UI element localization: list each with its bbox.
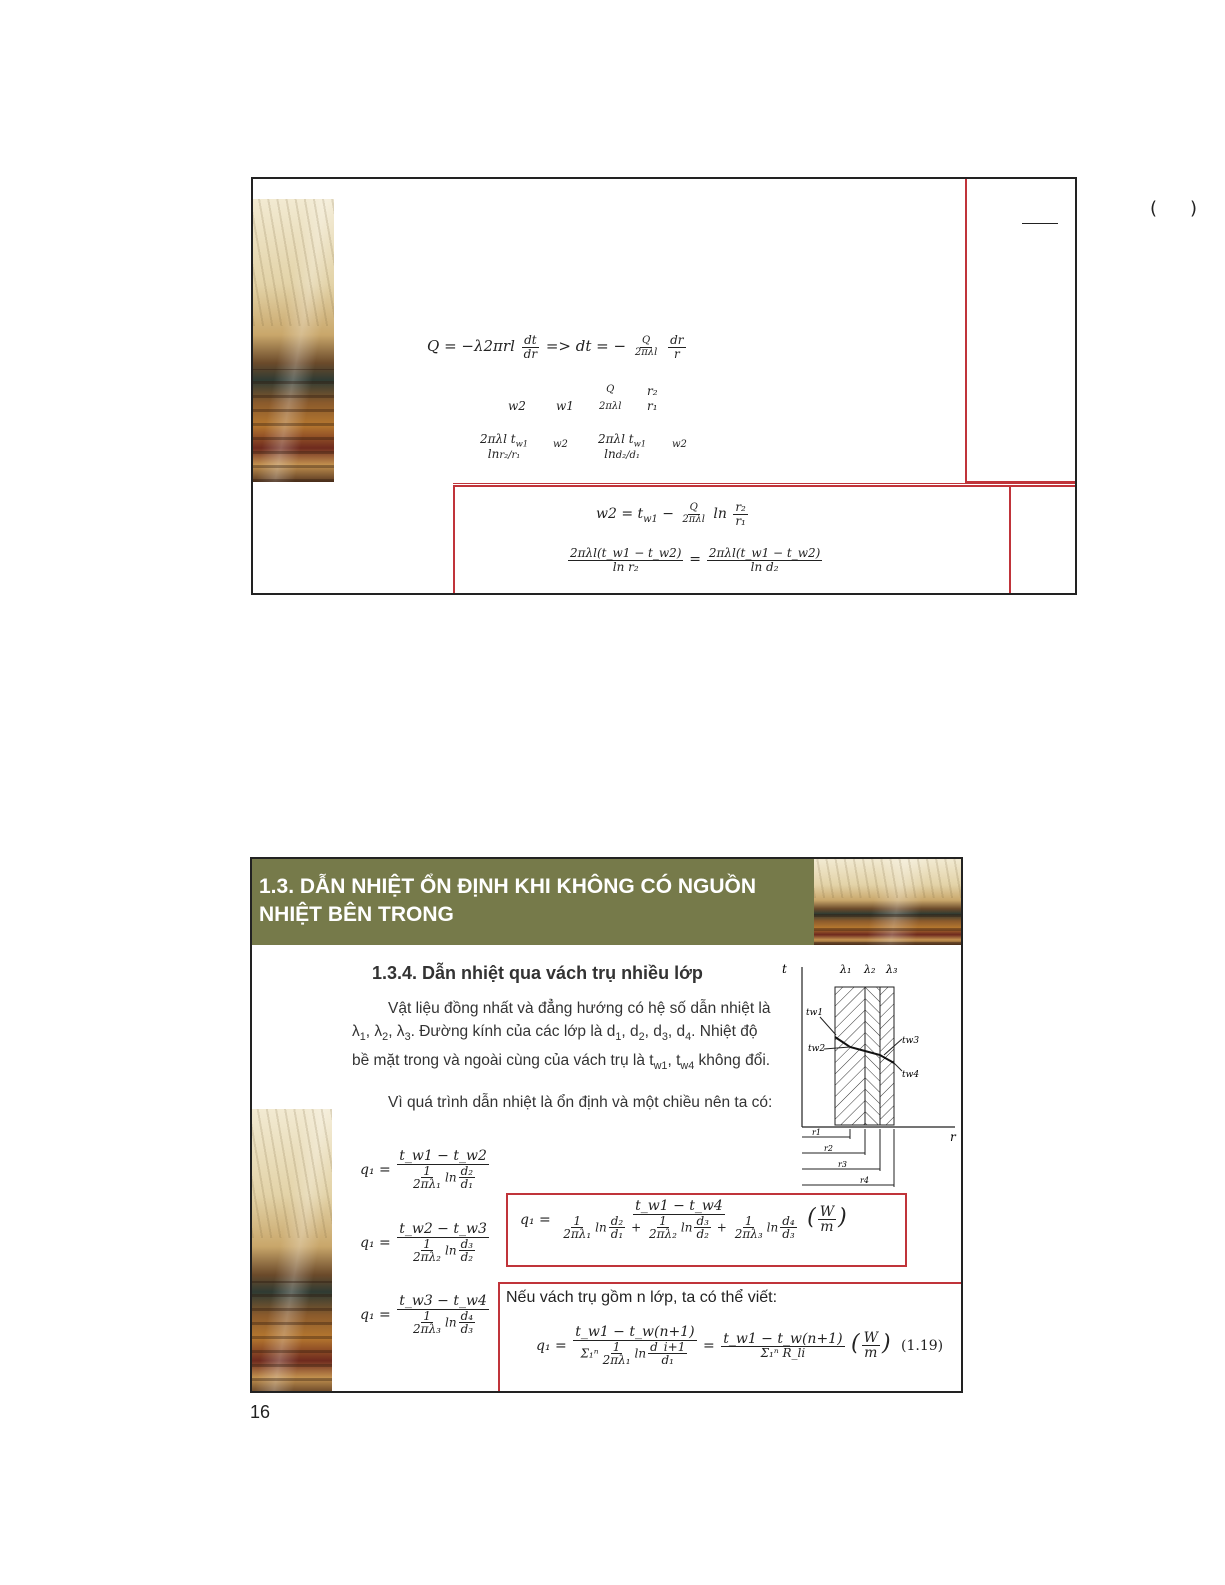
fig-lambda-3: λ₃ <box>886 963 898 976</box>
fig-axis-r: r <box>950 1130 956 1144</box>
red-box-top-line <box>453 483 1077 484</box>
row2-w1: w1 <box>556 399 574 413</box>
row2-q-frac: Q 2πλl <box>599 384 622 412</box>
q1-equation-layer-3: q₁ = t_w3 − t_w4 $\frac{1}{\text{2πλ₃}}$ ln $\frac{\text{d₄}}{\text{d₃}}$ <box>360 1293 487 1337</box>
multilayer-cylinder-figure <box>780 959 960 1194</box>
fig-lambda-1: λ₁ <box>840 963 852 976</box>
box-equation-equality: $\frac{\text{2πλl(t\_w1 − t\_w2)}}{\text{ln r₂}}$ = $\frac{\text{2πλl(t\_w1 − t\_w2)}}{\text{ln d₂}}$ <box>570 546 821 574</box>
n-layer-equation: q₁ = t_w1 − t_w(n+1) Σ₁ⁿ $\frac{1}{\text{2πλ₁}}$ ln $\frac{d\_i+1}{\text{d₁}}$ = $\frac{t\_w1 - t\_w(n+1)}{\text{Σ₁ⁿ R\_li}}$ ( $\frac{W}{m}$ ) (1.19) <box>536 1324 944 1368</box>
fig-r1: r1 <box>812 1128 821 1137</box>
slide-title: 1.3. DẪN NHIỆT ỔN ĐỊNH KHI KHÔNG CÓ NGUỒN NHIỆT BÊN TRONG <box>259 875 757 926</box>
row3-frac-a: 2πλl $t_{w1}$ lnr₂/r₁ <box>480 432 529 462</box>
paren-close: ) <box>1190 198 1198 219</box>
book-image <box>253 199 334 482</box>
slide-2 <box>250 857 963 1393</box>
side-book-image <box>252 1109 332 1393</box>
red-box-divider <box>1009 485 1011 595</box>
slide-1 <box>251 177 1077 595</box>
row3-b-w2: w2 <box>672 439 687 450</box>
fig-axis-t: t <box>782 962 787 976</box>
row3-frac-b: 2πλl $t_{w1}$ lnd₂/d₁ <box>598 432 647 462</box>
row2-w2: w2 <box>508 399 526 413</box>
paragraph-materials: Vật liệu đồng nhất và đẳng hướng có hệ số dẫn nhiệt là $\lambda_1$, $\lambda_2$, $\lambda_3$. Đường kính của các lớp là $d_1$, $d_2$, $d_3$, $d_4$. Nhiệt độ bề mặt trong và ngoài cùng của vách trụ là $t_{w1}$, $t_{w4}$ không đổi. <box>352 1000 771 1073</box>
fraction-line-decor <box>1022 223 1058 224</box>
paragraph-steady: Vì quá trình dẫn nhiệt là ổn định và một chiều nên ta có: <box>388 1094 773 1111</box>
fig-lambda-2: λ₂ <box>864 963 876 976</box>
red-box-right <box>965 177 1077 483</box>
q1-equation-layer-2: q₁ = t_w2 − t_w3 $\frac{1}{\text{2πλ₂}}$ ln $\frac{\text{d₃}}{\text{d₂}}$ <box>360 1221 487 1265</box>
fig-r4: r4 <box>860 1176 869 1185</box>
fig-r2: r2 <box>824 1144 833 1153</box>
slide-title-bar <box>252 859 961 945</box>
page-number: 16 <box>250 1402 271 1422</box>
row2-r-frac: r₂ r₁ <box>647 384 658 413</box>
fig-r3: r3 <box>838 1160 847 1169</box>
title-book-image <box>814 859 963 945</box>
equation-q-gradient: Q = −λ2πrl $\frac{dt}{dr}$ => dt = − $\frac{Q}{\text{2πλl}}$ $\frac{dr}{r}$ <box>427 333 684 361</box>
row3-a-w2: w2 <box>553 439 568 450</box>
fig-tw2: tw2 <box>808 1044 826 1054</box>
fig-tw4: tw4 <box>902 1070 920 1080</box>
section-subheading: 1.3.4. Dẫn nhiệt qua vách trụ nhiều lớp <box>372 963 703 983</box>
fig-tw3: tw3 <box>902 1036 920 1046</box>
combined-equation: q₁ = t_w1 − t_w4 $\frac{1}{\text{2πλ₁}}$ ln $\frac{\text{d₂}}{\text{d₁}}$ + $\frac{1}{\text{2πλ₂}}$ ln $\frac{\text{d₃}}{\text{d₂}}$ + $\frac{1}{\text{2πλ₃}}$ ln $\frac{\text{d₄}}{\text{d₃}}$ ( $\frac{W}{m}$ ) <box>520 1198 847 1242</box>
red-box-bottom <box>453 485 1077 595</box>
paren-open: ( <box>1150 198 1158 219</box>
q1-equation-layer-1: q₁ = t_w1 − t_w2 $\frac{1}{\text{2πλ₁}}$ ln $\frac{\text{d₂}}{\text{d₁}}$ <box>360 1148 487 1192</box>
box-equation-tw2: $w2 = t_{w1}$ − $\frac{Q}{\text{2πλl}}$ ln $\frac{\text{r₂}}{\text{r₁}}$ <box>596 500 746 528</box>
n-layer-note: Nếu vách trụ gồm n lớp, ta có thể viết: <box>506 1289 778 1306</box>
fig-tw1: tw1 <box>806 1008 824 1018</box>
